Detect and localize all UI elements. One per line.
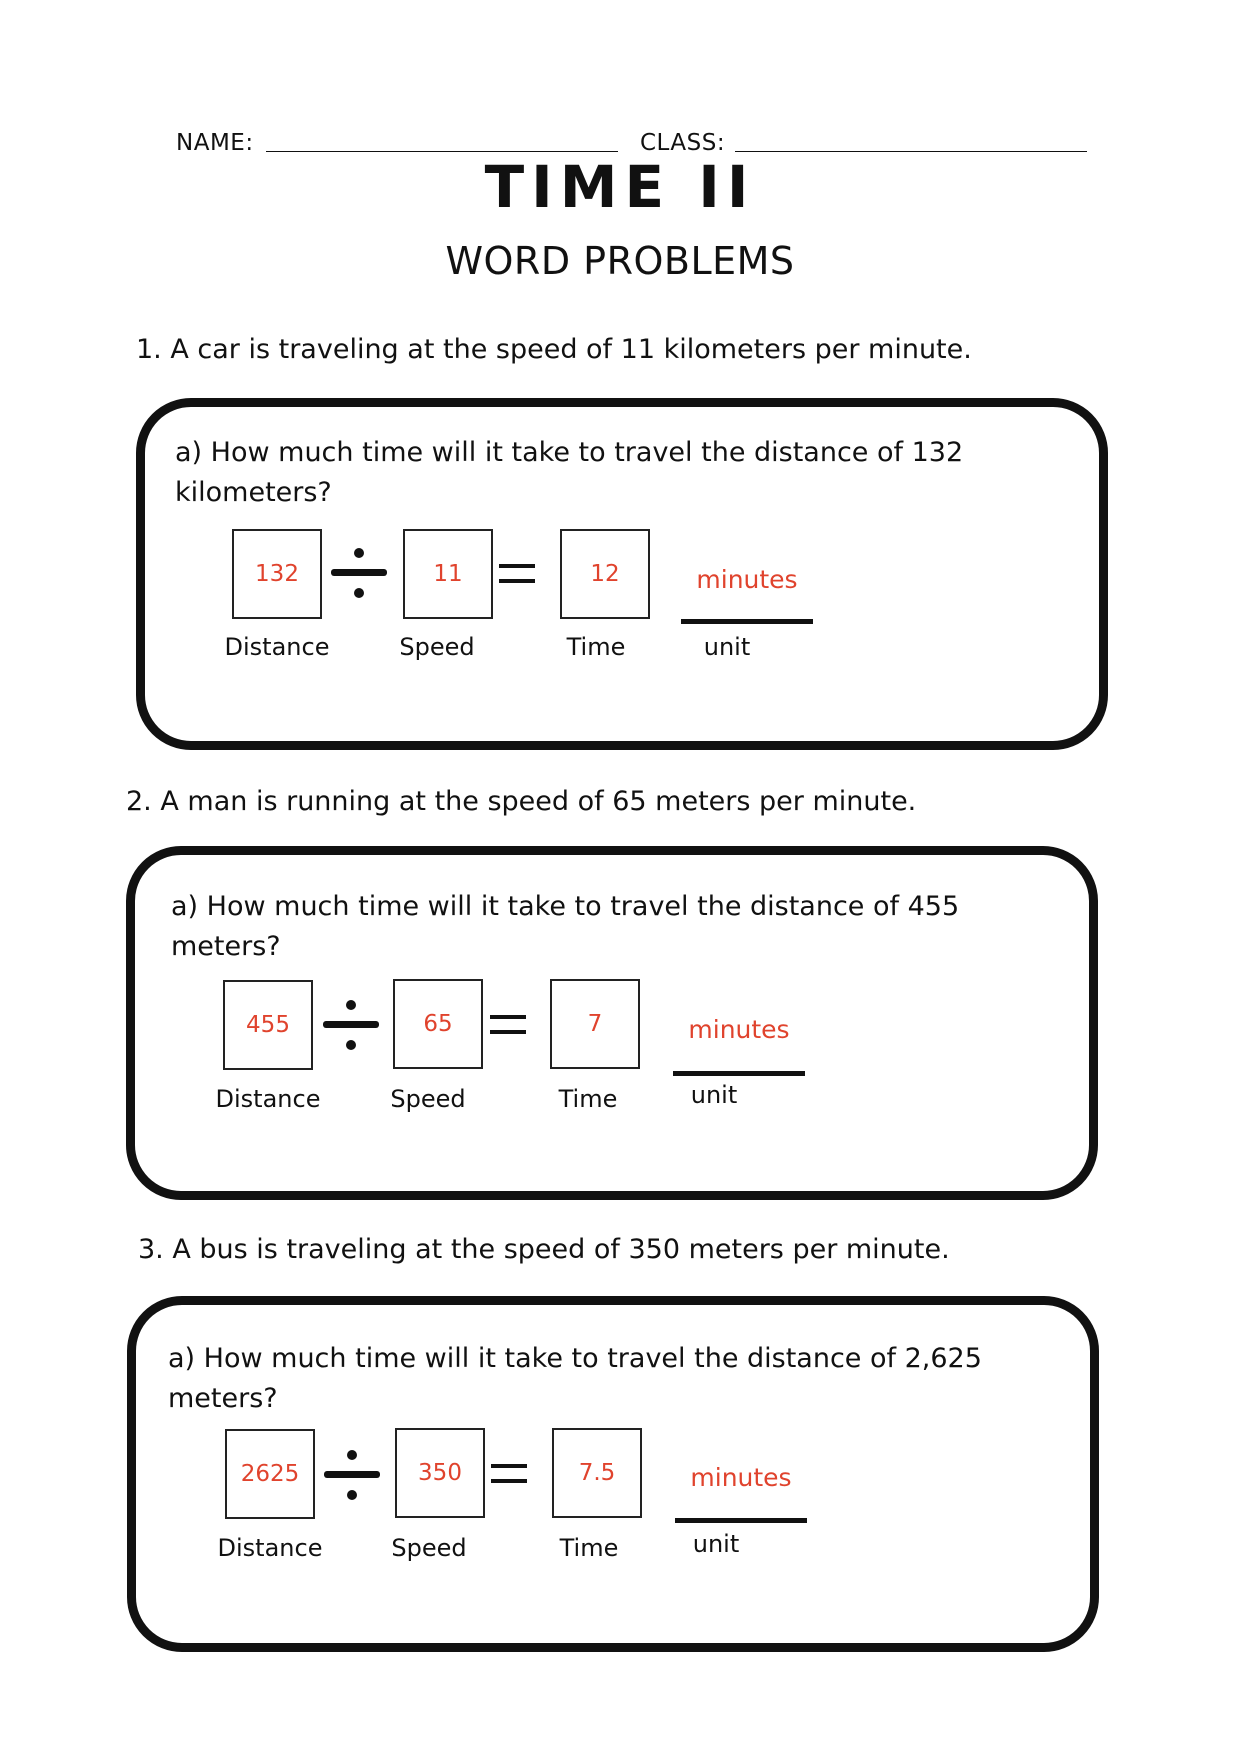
problem-1-speed-box[interactable]: 11 [403, 529, 493, 619]
name-blank-line[interactable] [266, 151, 618, 152]
problem-3-prompt: 3. A bus is traveling at the speed of 350 meters per minute. [138, 1234, 950, 1265]
divide-icon [322, 1445, 382, 1505]
problem-3-unit-answer[interactable]: minutes [690, 1463, 792, 1492]
problem-1-time-box[interactable]: 12 [560, 529, 650, 619]
problem-2-speed-box[interactable]: 65 [393, 979, 483, 1069]
problem-1-distance-caption: Distance [224, 633, 330, 661]
equals-icon [499, 562, 535, 586]
problem-2-speed-caption: Speed [390, 1085, 466, 1113]
problem-1-question: a) How much time will it take to travel the distance of 132 kilometers? [175, 437, 964, 508]
equals-icon [490, 1013, 526, 1037]
problem-2-distance-caption: Distance [215, 1085, 321, 1113]
name-label: NAME: [176, 130, 254, 156]
problem-2-unit-line [673, 1071, 805, 1076]
problem-2-question: a) How much time will it take to travel the distance of 455 meters? [171, 891, 960, 962]
problem-1-unit-answer[interactable]: minutes [696, 565, 798, 594]
problem-1-prompt: 1. A car is traveling at the speed of 11 kilometers per minute. [136, 334, 972, 365]
problem-3-distance-caption: Distance [217, 1534, 323, 1562]
problem-1-unit-caption: unit [703, 633, 751, 661]
problem-1-speed-caption: Speed [399, 633, 475, 661]
problem-1-unit-line [681, 619, 813, 624]
problem-3-unit-line [675, 1518, 807, 1523]
class-blank-line[interactable] [735, 151, 1087, 152]
problem-3-speed-caption: Speed [391, 1534, 467, 1562]
page-title: TIME II [484, 153, 756, 221]
class-label: CLASS: [640, 130, 726, 156]
problem-3-question: a) How much time will it take to travel the distance of 2,625 meters? [168, 1343, 982, 1414]
divide-icon [321, 995, 381, 1055]
problem-2-card [126, 846, 1098, 1200]
problem-2-prompt: 2. A man is running at the speed of 65 meters per minute. [126, 786, 917, 817]
problem-2-time-caption: Time [558, 1085, 618, 1113]
problem-1-time-caption: Time [566, 633, 626, 661]
problem-1-distance-box[interactable]: 132 [232, 529, 322, 619]
problem-3-time-box[interactable]: 7.5 [552, 1428, 642, 1518]
problem-2-unit-caption: unit [690, 1081, 738, 1109]
problem-1-card [136, 398, 1108, 750]
problem-3-unit-caption: unit [692, 1530, 740, 1558]
problem-2-unit-answer[interactable]: minutes [688, 1015, 790, 1044]
problem-3-card [127, 1296, 1099, 1652]
page-subtitle: WORD PROBLEMS [445, 239, 795, 283]
equals-icon [491, 1462, 527, 1486]
problem-2-time-box[interactable]: 7 [550, 979, 640, 1069]
problem-3-distance-box[interactable]: 2625 [225, 1429, 315, 1519]
problem-2-distance-box[interactable]: 455 [223, 980, 313, 1070]
problem-3-time-caption: Time [559, 1534, 619, 1562]
problem-3-speed-box[interactable]: 350 [395, 1428, 485, 1518]
divide-icon [329, 543, 389, 603]
